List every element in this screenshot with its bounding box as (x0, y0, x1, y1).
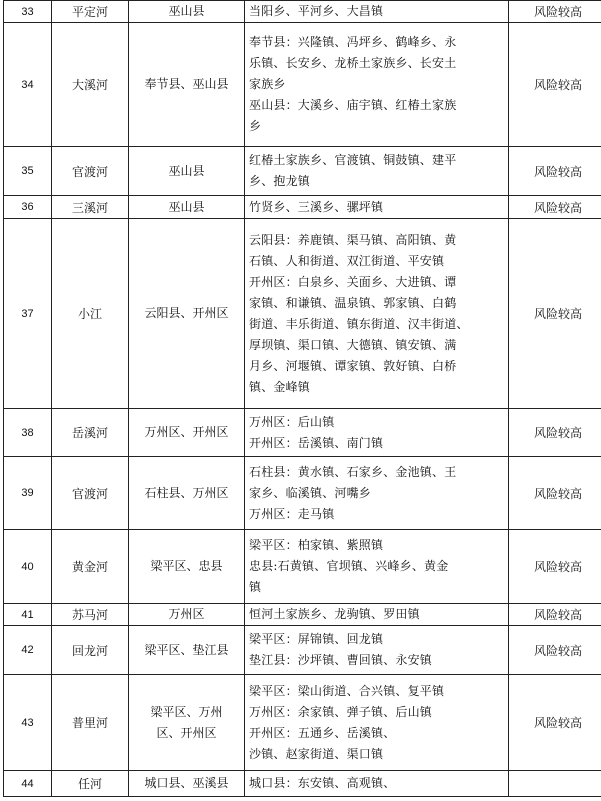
row-number-cell: 36 (4, 196, 52, 219)
river-name-cell: 三溪河 (52, 196, 129, 219)
towns-cell (245, 1, 509, 23)
county-text: 巫山县 (168, 199, 205, 214)
towns-cell (245, 675, 509, 771)
towns-cell (245, 530, 509, 604)
table-row (4, 1, 601, 23)
towns-line: 竹贤乡、三溪乡、骡坪镇 (249, 199, 384, 214)
towns-line: 乡 (249, 119, 262, 133)
row-number-cell: 40 (4, 530, 52, 604)
risk-level-cell: 风险较高 (509, 409, 601, 457)
river-name-cell: 大溪河 (52, 23, 129, 147)
towns-line: 月乡、河堰镇、谭家镇、敦好镇、白桥 (249, 358, 457, 373)
county-text: 巫山县 (168, 163, 205, 178)
towns-line: 厚坝镇、渠口镇、大德镇、镇安镇、满 (249, 337, 457, 352)
county-text: 巫山县 (168, 4, 205, 18)
towns-line: 垫江县：沙坪镇、曹回镇、永安镇 (249, 653, 433, 667)
table-row (4, 530, 601, 604)
towns-line: 家乡、临溪镇、河嘴乡 (249, 485, 372, 500)
county-text: 城口县、巫溪县 (144, 776, 229, 790)
county-cell (129, 604, 245, 626)
row-number-cell: 38 (4, 409, 52, 457)
county-cell (129, 626, 245, 675)
county-text: 万州区、开州区 (144, 425, 229, 439)
risk-level-cell: 风险较高 (509, 457, 601, 530)
towns-line: 镇、金峰镇 (249, 379, 311, 394)
row-number-cell: 42 (4, 626, 52, 675)
towns-cell (245, 23, 509, 147)
towns-line: 石柱县：黄水镇、石家乡、金池镇、王 (249, 464, 457, 479)
river-name-cell: 普里河 (52, 675, 129, 771)
towns-line: 云阳县：养鹿镇、渠马镇、高阳镇、黄 (249, 232, 457, 247)
towns-line: 梁平区：柏家镇、紫照镇 (249, 538, 384, 552)
table-row (4, 147, 601, 196)
county-cell (129, 675, 245, 771)
river-name-cell: 官渡河 (52, 147, 129, 196)
towns-line: 开州区：五通乡、岳溪镇、 (249, 725, 396, 740)
risk-level-cell: 风险较高 (509, 196, 601, 219)
table-row (4, 409, 601, 457)
risk-level-cell: 风险较高 (509, 530, 601, 604)
towns-line: 乡、抱龙镇 (249, 174, 311, 188)
towns-cell (245, 219, 509, 409)
river-name-cell: 小江 (52, 219, 129, 409)
towns-cell (245, 626, 509, 675)
county-text: 石柱县、万州区 (144, 485, 229, 500)
county-cell (129, 219, 245, 409)
table-body (4, 1, 601, 797)
risk-level-cell: 风险较高 (509, 147, 601, 196)
table-row (4, 626, 601, 675)
towns-line: 恒河土家族乡、龙驹镇、罗田镇 (249, 607, 420, 621)
towns-cell (245, 409, 509, 457)
county-cell (129, 147, 245, 196)
towns-line: 当阳乡、平河乡、大昌镇 (249, 4, 384, 18)
towns-line: 开州区：岳溪镇、南门镇 (249, 435, 384, 450)
county-cell (129, 23, 245, 147)
risk-level-cell: 风险较高 (509, 675, 601, 771)
table-row (4, 604, 601, 626)
risk-level-cell (509, 771, 601, 797)
towns-line: 家镇、和谦镇、温泉镇、郭家镇、白鹤 (249, 295, 457, 310)
county-text: 梁平区、万州 (150, 704, 223, 719)
county-text: 云阳县、开州区 (144, 306, 229, 320)
towns-cell (245, 147, 509, 196)
county-text: 区、开州区 (156, 725, 217, 740)
towns-line: 沙镇、赵家街道、渠口镇 (249, 746, 384, 761)
towns-line: 奉节县：兴隆镇、冯坪乡、鹤峰乡、永 (249, 35, 457, 49)
risk-level-cell: 风险较高 (509, 1, 601, 23)
table-row (4, 196, 601, 219)
towns-line: 开州区：白泉乡、关面乡、大进镇、谭 (249, 274, 457, 289)
row-number-cell: 44 (4, 771, 52, 797)
risk-level-cell: 风险较高 (509, 604, 601, 626)
towns-line: 梁平区：梁山街道、合兴镇、复平镇 (249, 683, 445, 698)
risk-level-cell: 风险较高 (509, 219, 601, 409)
towns-line: 城口县：东安镇、高观镇、 (249, 776, 396, 790)
county-cell (129, 1, 245, 23)
county-text: 万州区 (168, 607, 205, 621)
row-number-cell: 33 (4, 1, 52, 23)
towns-line: 石镇、人和街道、双江街道、平安镇 (249, 253, 445, 268)
row-number-cell: 35 (4, 147, 52, 196)
risk-table (3, 0, 601, 797)
table-row (4, 457, 601, 530)
towns-line: 红椿土家族乡、官渡镇、铜鼓镇、建平 (249, 153, 457, 167)
towns-line: 万州区：余家镇、弹子镇、后山镇 (249, 704, 433, 719)
towns-line: 万州区：后山镇 (249, 414, 335, 429)
towns-line: 万州区：走马镇 (249, 506, 335, 521)
county-text: 奉节县、巫山县 (144, 77, 229, 91)
table-row (4, 23, 601, 147)
towns-line: 梁平区：屏锦镇、回龙镇 (249, 632, 384, 646)
towns-line: 家族乡 (249, 77, 286, 91)
towns-line: 街道、丰乐街道、镇东街道、汉丰街道、 (249, 316, 469, 331)
county-text: 梁平区、忠县 (150, 559, 223, 573)
row-number-cell: 37 (4, 219, 52, 409)
river-name-cell: 回龙河 (52, 626, 129, 675)
table-row (4, 771, 601, 797)
towns-cell (245, 457, 509, 530)
river-name-cell: 黄金河 (52, 530, 129, 604)
county-cell (129, 457, 245, 530)
row-number-cell: 34 (4, 23, 52, 147)
river-name-cell: 岳溪河 (52, 409, 129, 457)
towns-line: 巫山县：大溪乡、庙宇镇、红椿土家族 (249, 98, 457, 112)
river-name-cell: 官渡河 (52, 457, 129, 530)
row-number-cell: 43 (4, 675, 52, 771)
risk-level-cell: 风险较高 (509, 626, 601, 675)
river-name-cell: 任河 (52, 771, 129, 797)
towns-line: 忠县:石黄镇、官坝镇、兴峰乡、黄金 (249, 559, 449, 573)
row-number-cell: 39 (4, 457, 52, 530)
county-cell (129, 196, 245, 219)
towns-line: 镇 (249, 580, 262, 594)
risk-level-cell: 风险较高 (509, 23, 601, 147)
county-cell (129, 409, 245, 457)
county-cell (129, 530, 245, 604)
river-name-cell: 平定河 (52, 1, 129, 23)
river-name-cell: 苏马河 (52, 604, 129, 626)
towns-cell (245, 771, 509, 797)
towns-line: 乐镇、长安乡、龙桥土家族乡、长安土 (249, 56, 457, 70)
towns-cell (245, 604, 509, 626)
table-row (4, 219, 601, 409)
towns-cell (245, 196, 509, 219)
county-text: 梁平区、垫江县 (144, 642, 229, 657)
county-cell (129, 771, 245, 797)
row-number-cell: 41 (4, 604, 52, 626)
table-row (4, 675, 601, 771)
